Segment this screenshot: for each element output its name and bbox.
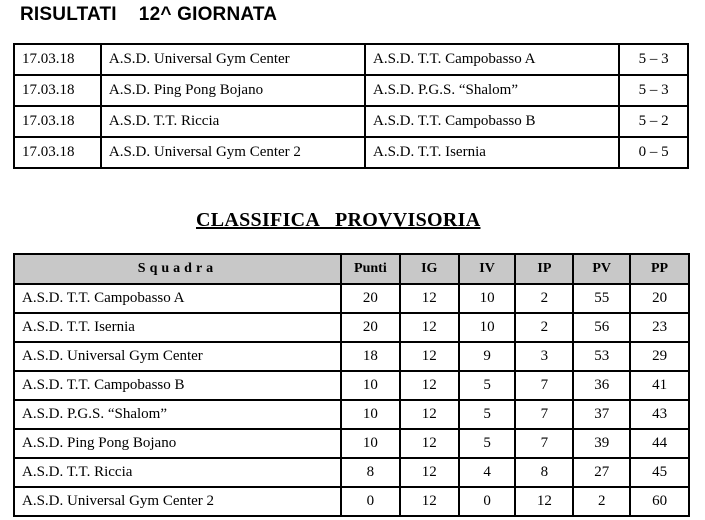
played-cell: 12 (400, 371, 459, 400)
result-home-team: A.S.D. T.T. Riccia (101, 106, 365, 137)
result-away-team: A.S.D. T.T. Campobasso B (365, 106, 619, 137)
played-cell: 12 (400, 313, 459, 342)
points-cell: 10 (341, 371, 400, 400)
result-date: 17.03.18 (14, 137, 101, 168)
lost-cell: 3 (515, 342, 573, 371)
won-cell: 10 (459, 313, 516, 342)
points-cell: 20 (341, 313, 400, 342)
header-ig: IG (400, 254, 459, 284)
standings-row (14, 458, 689, 487)
result-score: 0 – 5 (619, 137, 688, 168)
games-won-cell: 53 (573, 342, 630, 371)
won-cell: 5 (459, 429, 516, 458)
games-lost-cell: 43 (630, 400, 689, 429)
standings-row (14, 342, 689, 371)
result-row (14, 75, 688, 106)
result-away-team: A.S.D. T.T. Campobasso A (365, 44, 619, 75)
lost-cell: 7 (515, 371, 573, 400)
team-name: A.S.D. Universal Gym Center 2 (14, 487, 341, 516)
team-name: A.S.D. T.T. Riccia (14, 458, 341, 487)
team-name: A.S.D. P.G.S. “Shalom” (14, 400, 341, 429)
result-score: 5 – 3 (619, 44, 688, 75)
played-cell: 12 (400, 429, 459, 458)
standings-row (14, 371, 689, 400)
result-row (14, 106, 688, 137)
header-pv: PV (573, 254, 630, 284)
team-name: A.S.D. T.T. Campobasso B (14, 371, 341, 400)
team-name: A.S.D. Universal Gym Center (14, 342, 341, 371)
games-won-cell: 27 (573, 458, 630, 487)
played-cell: 12 (400, 342, 459, 371)
won-cell: 10 (459, 284, 516, 313)
games-lost-cell: 20 (630, 284, 689, 313)
result-date: 17.03.18 (14, 44, 101, 75)
standings-row (14, 284, 689, 313)
played-cell: 12 (400, 487, 459, 516)
games-won-cell: 55 (573, 284, 630, 313)
won-cell: 5 (459, 400, 516, 429)
result-home-team: A.S.D. Universal Gym Center (101, 44, 365, 75)
won-cell: 0 (459, 487, 516, 516)
lost-cell: 8 (515, 458, 573, 487)
won-cell: 9 (459, 342, 516, 371)
results-table (13, 43, 689, 169)
games-won-cell: 37 (573, 400, 630, 429)
standings-row (14, 487, 689, 516)
header-iv: IV (459, 254, 516, 284)
played-cell: 12 (400, 400, 459, 429)
result-score: 5 – 3 (619, 75, 688, 106)
team-name: A.S.D. Ping Pong Bojano (14, 429, 341, 458)
points-cell: 8 (341, 458, 400, 487)
points-cell: 10 (341, 429, 400, 458)
lost-cell: 12 (515, 487, 573, 516)
games-lost-cell: 44 (630, 429, 689, 458)
games-won-cell: 56 (573, 313, 630, 342)
points-cell: 0 (341, 487, 400, 516)
standings-table (13, 253, 690, 517)
lost-cell: 7 (515, 429, 573, 458)
header-pp: PP (630, 254, 689, 284)
standings-title: CLASSIFICA PROVVISORIA (196, 209, 481, 231)
standings-row (14, 429, 689, 458)
lost-cell: 2 (515, 284, 573, 313)
result-home-team: A.S.D. Ping Pong Bojano (101, 75, 365, 106)
lost-cell: 7 (515, 400, 573, 429)
result-away-team: A.S.D. P.G.S. “Shalom” (365, 75, 619, 106)
results-title-label: RISULTATI (20, 4, 117, 25)
games-won-cell: 2 (573, 487, 630, 516)
result-score: 5 – 2 (619, 106, 688, 137)
result-home-team: A.S.D. Universal Gym Center 2 (101, 137, 365, 168)
result-away-team: A.S.D. T.T. Isernia (365, 137, 619, 168)
games-won-cell: 39 (573, 429, 630, 458)
header-punti: Punti (341, 254, 400, 284)
games-won-cell: 36 (573, 371, 630, 400)
team-name: A.S.D. T.T. Isernia (14, 313, 341, 342)
team-name: A.S.D. T.T. Campobasso A (14, 284, 341, 313)
points-cell: 18 (341, 342, 400, 371)
points-cell: 20 (341, 284, 400, 313)
header-ip: IP (515, 254, 573, 284)
result-row (14, 137, 688, 168)
standings-header-row (14, 254, 689, 284)
games-lost-cell: 23 (630, 313, 689, 342)
lost-cell: 2 (515, 313, 573, 342)
games-lost-cell: 41 (630, 371, 689, 400)
header-squadra: Squadra (14, 254, 341, 284)
points-cell: 10 (341, 400, 400, 429)
standings-row (14, 313, 689, 342)
results-title (20, 4, 277, 26)
played-cell: 12 (400, 284, 459, 313)
matchday-label: 12^ GIORNATA (138, 4, 278, 25)
games-lost-cell: 60 (630, 487, 689, 516)
won-cell: 4 (459, 458, 516, 487)
standings-row (14, 400, 689, 429)
played-cell: 12 (400, 458, 459, 487)
games-lost-cell: 29 (630, 342, 689, 371)
games-lost-cell: 45 (630, 458, 689, 487)
result-date: 17.03.18 (14, 75, 101, 106)
won-cell: 5 (459, 371, 516, 400)
result-date: 17.03.18 (14, 106, 101, 137)
result-row (14, 44, 688, 75)
